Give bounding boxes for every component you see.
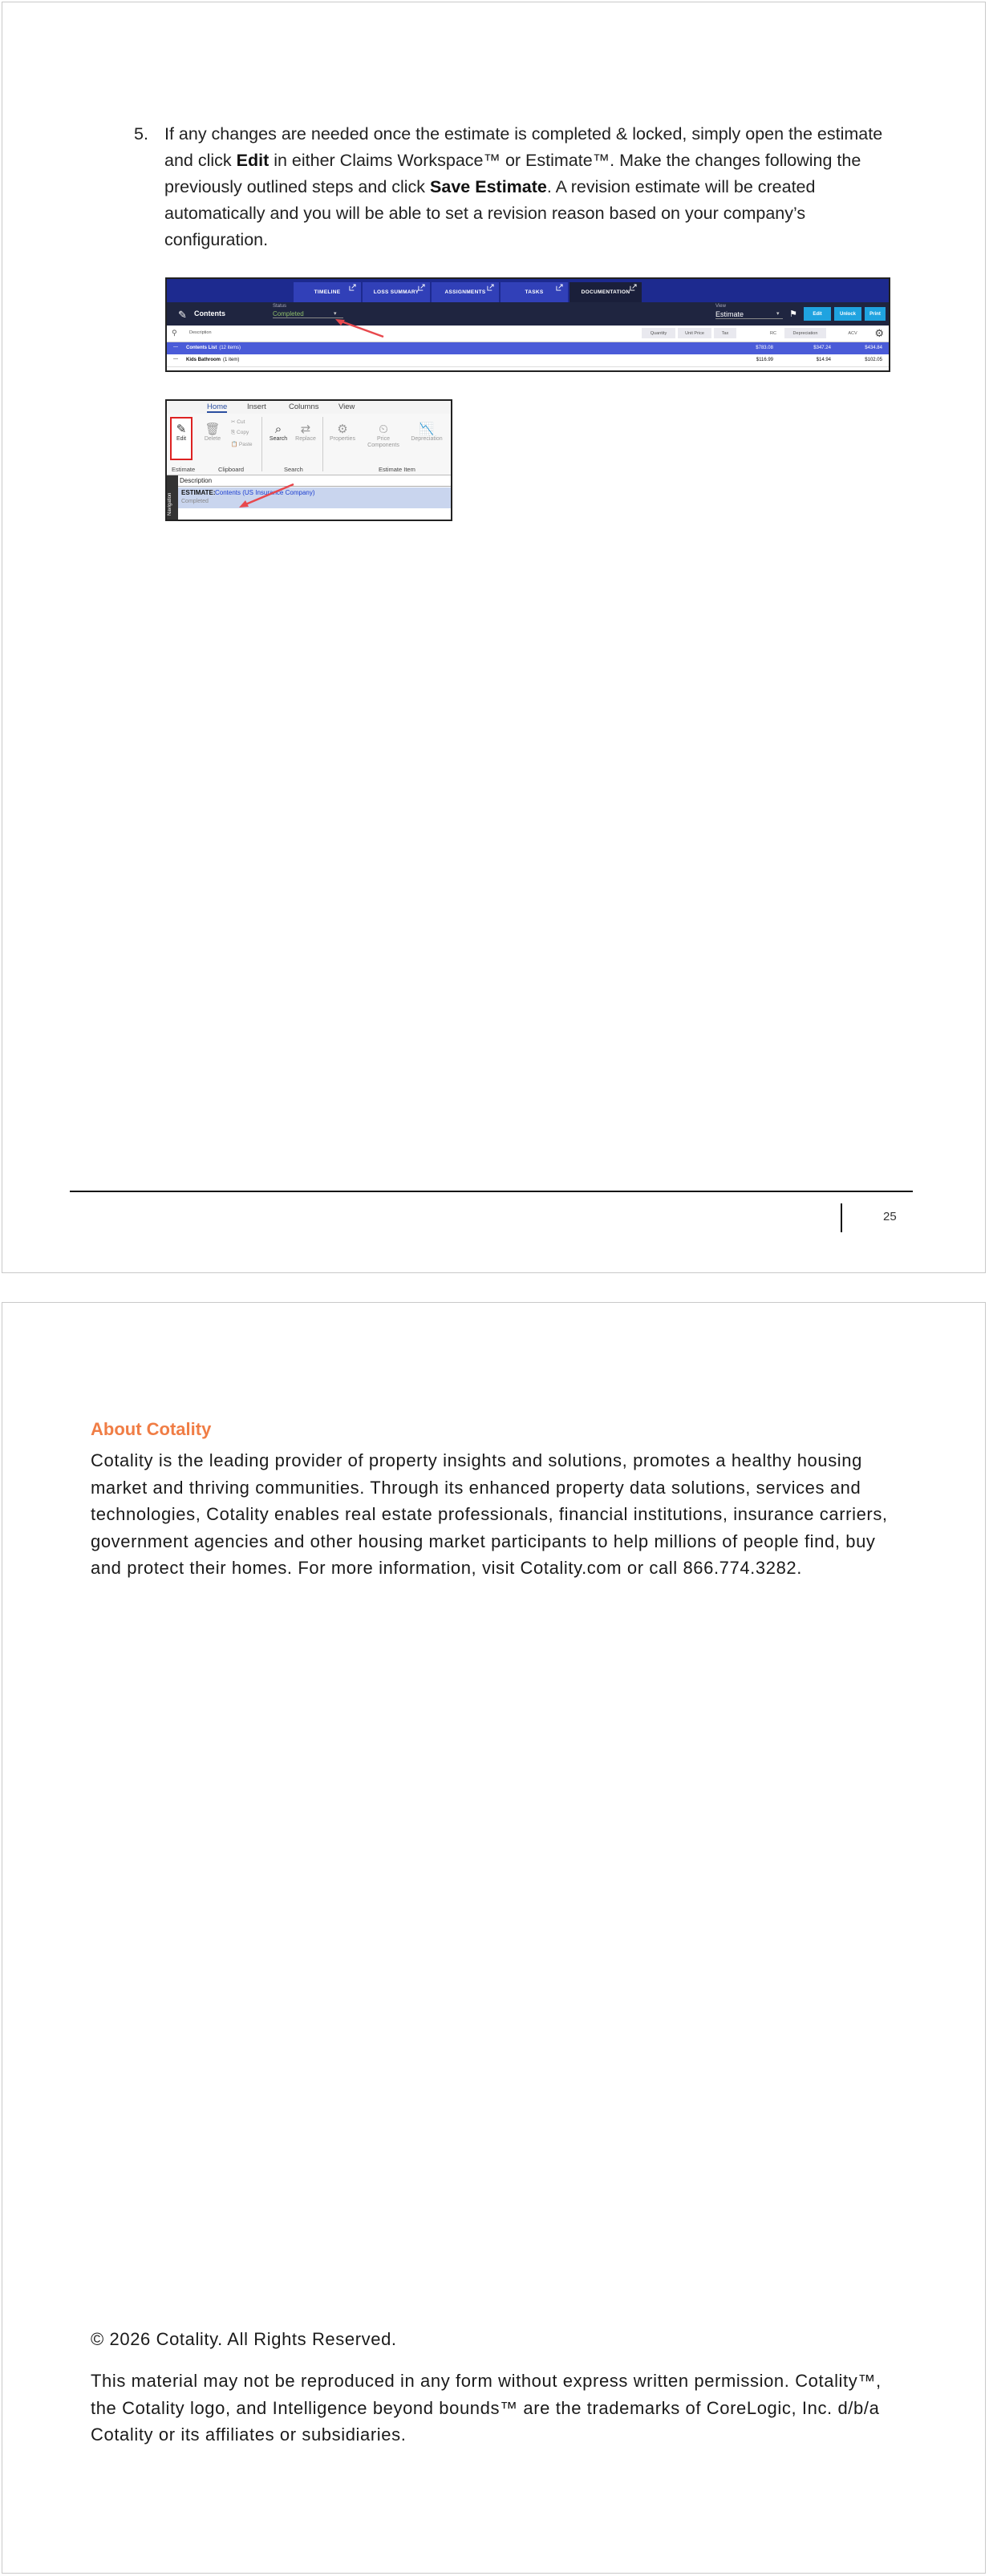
group-label-clipboard: Clipboard (218, 466, 245, 473)
chevron-down-icon: ▾ (334, 311, 337, 317)
column-unit-price[interactable]: Unit Price (678, 328, 711, 338)
row-depreciation: $14.94 (816, 357, 831, 362)
trash-icon: 🗑 (205, 423, 221, 436)
claims-workspace-screenshot (165, 277, 890, 372)
view-label: View (715, 304, 726, 309)
tab-label: TIMELINE (314, 289, 341, 295)
step-bold-edit: Edit (236, 151, 270, 170)
completed-status: Completed (181, 499, 209, 504)
page-number-bar (841, 1203, 842, 1232)
footer-rule (70, 1191, 913, 1192)
collapse-icon[interactable]: — (173, 357, 178, 362)
step-number: 5. (134, 124, 148, 144)
group-label-estimate-item: Estimate Item (379, 466, 415, 473)
estimate-label: ESTIMATE: (181, 489, 216, 496)
row-acv: $102.05 (865, 357, 882, 362)
replace-label: Replace (295, 436, 316, 442)
column-depreciation[interactable]: Depreciation (784, 328, 826, 338)
row-rc: $783.08 (756, 345, 773, 350)
edit-label: Edit (176, 436, 187, 442)
replace-icon: ⇄ (300, 423, 311, 436)
estimate-name: Contents (US Insurance Company) (215, 489, 315, 496)
copyright: © 2026 Cotality. All Rights Reserved. (91, 2329, 397, 2349)
depreciation-label: Depreciation (411, 436, 443, 442)
group-label-search: Search (284, 466, 303, 473)
properties-icon: ⚙ (337, 423, 348, 436)
collapse-icon[interactable]: — (173, 345, 178, 350)
paste-label: Paste (238, 442, 253, 447)
price-icon: ⏲ (379, 423, 388, 436)
view-select[interactable]: Estimate (715, 310, 783, 319)
copy-label: Copy (237, 430, 249, 435)
column-acv[interactable]: ACV (848, 330, 857, 336)
copy-icon: ⎘ (231, 430, 236, 435)
group-label-estimate: Estimate (172, 466, 196, 473)
column-rc[interactable]: RC (770, 330, 776, 336)
scissors-icon: ✂ (231, 419, 236, 425)
column-quantity[interactable]: Quantity (642, 328, 675, 338)
price-components-label: Price Components (367, 436, 399, 448)
status-select[interactable]: Completed (273, 310, 343, 318)
column-description: Description (189, 330, 212, 335)
tab-label: LOSS SUMMARY (373, 289, 420, 295)
tab-label: DOCUMENTATION (581, 289, 630, 295)
tab-label: ASSIGNMENTS (444, 289, 486, 295)
step-bold-save-estimate: Save Estimate (430, 177, 547, 196)
row-depreciation: $347.24 (813, 345, 831, 350)
edit-icon: ✎ (176, 423, 187, 436)
search-icon[interactable]: ⚲ (172, 329, 177, 337)
row-name-text: Contents List (186, 345, 217, 350)
navigation-label: Navigation (168, 492, 172, 516)
row-item-count: (1 item) (223, 357, 240, 362)
row-name-text: Kids Bathroom (186, 357, 221, 362)
tab-label: TASKS (525, 289, 544, 295)
search-label: Search (269, 436, 288, 442)
step-text-part: in either Claims Workspace™ or Estimate™. Make the changes following the previously outlined steps and click (164, 151, 861, 196)
estimate-ribbon-screenshot (165, 399, 452, 521)
tab-home[interactable]: Home (207, 402, 228, 411)
flag-icon[interactable]: ⚑ (789, 309, 797, 319)
clipboard-icon: 📋 (231, 442, 238, 447)
edit-button[interactable]: Edit (804, 307, 831, 321)
search-icon: ⌕ (274, 423, 282, 436)
step-text (164, 121, 902, 253)
print-button[interactable]: Print (865, 307, 886, 321)
cut-label: Cut (237, 419, 245, 425)
document-page-2 (2, 1302, 986, 2574)
tab-view[interactable]: View (338, 402, 355, 411)
properties-label: Properties (330, 436, 355, 442)
status-label: Status (273, 304, 287, 309)
annotation-arrow (167, 279, 890, 372)
row-item-count: (12 items) (219, 345, 241, 350)
step-text-part: If any changes are needed once the estimate is completed & locked, simply open the estimate and click (164, 124, 883, 170)
estimate-title: Contents (194, 309, 225, 317)
about-paragraph: Cotality is the leading provider of property insights and solutions, promotes a healthy housing market and thriving communities. Through its enhanced property data solutions, services and technologies, Cotality enables real estate professionals, financial institutions, insurance carriers, government agencies and other housing market participants to help millions of people find, buy and protect their homes. For more information, visit Cotality.com or call 866.774.3282. (91, 1450, 888, 1578)
pencil-icon: ✎ (178, 309, 187, 321)
column-tax[interactable]: Tax (714, 328, 736, 338)
page-number: 25 (883, 1210, 897, 1223)
about-heading: About Cotality (91, 1419, 212, 1439)
document-page-1 (2, 2, 986, 1273)
row-rc: $116.99 (756, 357, 773, 362)
step-text-part: . A revision estimate will be created automatically and you will be able to set a revision reason based on your company’s configuration. (164, 177, 816, 249)
legal-notice: This material may not be reproduced in any form without express written permission. Cotality™, the Cotality logo, and Intelligence beyond bounds™ are the trademarks of CoreLogic, Inc. d/b/a Cotality or its affiliates or subsidiaries. (91, 2371, 882, 2445)
depreciation-icon: 📉 (419, 423, 435, 436)
unlock-button[interactable]: Unlock (834, 307, 861, 321)
chevron-down-icon: ▾ (776, 311, 780, 317)
tab-insert[interactable]: Insert (247, 402, 266, 411)
description-header: Description (180, 477, 213, 484)
row-acv: $434.84 (865, 345, 882, 350)
delete-label: Delete (204, 436, 221, 442)
gear-icon[interactable]: ⚙ (874, 327, 884, 339)
tab-columns[interactable]: Columns (289, 402, 319, 411)
annotation-arrow (167, 401, 452, 521)
